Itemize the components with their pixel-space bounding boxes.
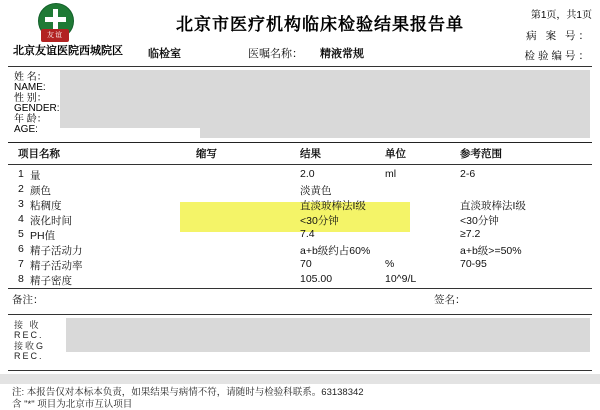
receive2-label-cn: 接收G <box>14 341 46 351</box>
row-item-name: 颜色 <box>30 185 51 197</box>
row-reference: 2-6 <box>460 168 476 180</box>
table-row <box>0 258 600 273</box>
divider-below-table-header <box>8 164 592 165</box>
row-result: 105.00 <box>300 273 333 285</box>
page-title: 北京市医疗机构临床检验结果报告单 <box>176 15 464 34</box>
row-reference: 直淡玻棒法I级 <box>460 200 526 212</box>
patient-gender-label-cn: 性 别： <box>14 93 47 104</box>
column-header-unit: 单位 <box>385 148 406 160</box>
row-unit: % <box>385 258 395 270</box>
order-name-label: 医嘱名称： <box>248 48 303 60</box>
patient-name-label-cn: 姓 名： <box>14 72 47 83</box>
table-header-row <box>0 146 600 164</box>
row-index: 2 <box>18 183 24 195</box>
column-header-reference: 参考范围 <box>460 148 502 160</box>
column-header-abbr: 缩写 <box>196 148 217 160</box>
patient-age-label-cn: 年 龄： <box>14 114 47 125</box>
footer-note-primary: 注: 本报告仅对本标本负责，如果结果与病情不符，请随时与检验科联系。63138342 <box>12 387 364 398</box>
table-row <box>0 243 600 258</box>
column-header-result: 结果 <box>300 148 321 160</box>
row-result: <30分钟 <box>300 215 339 227</box>
divider-below-remarks <box>8 314 592 315</box>
column-header-name: 项目名称 <box>18 148 60 160</box>
receive2-label-en: REC. <box>14 351 44 361</box>
hospital-name: 北京友谊医院西城院区 <box>13 45 123 57</box>
subheader-row <box>0 44 600 64</box>
table-row <box>0 213 600 228</box>
row-reference: ≥7.2 <box>460 228 481 240</box>
row-index: 8 <box>18 273 24 285</box>
row-index: 5 <box>18 228 24 240</box>
results-table <box>0 146 600 288</box>
hospital-logo <box>12 2 100 42</box>
divider-above-notes <box>8 370 592 371</box>
row-unit: ml <box>385 168 397 180</box>
row-index: 1 <box>18 168 24 180</box>
row-item-name: PH值 <box>30 230 56 242</box>
row-item-name: 液化时间 <box>30 215 72 227</box>
table-row <box>0 183 600 198</box>
divider-top <box>8 66 592 67</box>
row-result: 直淡玻棒法I级 <box>300 200 366 212</box>
row-index: 7 <box>18 258 24 270</box>
divider-above-table <box>8 142 592 143</box>
redaction-block-note <box>0 374 600 384</box>
row-unit: 10^9/L <box>385 273 417 285</box>
medical-cross-icon-horizontal <box>45 17 66 22</box>
receive-label-en: REC. <box>14 330 44 340</box>
redaction-block-footer <box>66 318 590 352</box>
order-name-value: 精液常规 <box>320 48 364 60</box>
signature-label: 签名： <box>434 294 466 306</box>
footer-note-secondary: 含 "*" 项目为北京市互认项目 <box>12 399 133 410</box>
receive-label-cn: 接 收 <box>14 320 41 330</box>
redaction-block-patient <box>60 70 590 128</box>
row-item-name: 精子密度 <box>30 275 72 287</box>
row-result: 7.4 <box>300 228 315 240</box>
row-result: 2.0 <box>300 168 315 180</box>
table-row <box>0 273 600 288</box>
page-count: 第1页，共1页 <box>530 10 592 21</box>
patient-name-label-en: NAME: <box>14 82 46 93</box>
row-index: 3 <box>18 198 24 210</box>
row-index: 6 <box>18 243 24 255</box>
redaction-block-patient-secondary <box>200 128 590 138</box>
table-row <box>0 228 600 243</box>
logo-badge-label: 友谊 <box>41 29 69 42</box>
divider-above-remarks <box>8 288 592 289</box>
row-item-name: 粘稠度 <box>30 200 62 212</box>
patient-gender-label-en: GENDER: <box>14 103 60 114</box>
row-item-name: 精子活动力 <box>30 245 83 257</box>
case-number-label: 病 案 号： <box>526 30 592 42</box>
remarks-label: 备注： <box>12 294 44 306</box>
department-label: 临检室 <box>148 48 181 60</box>
row-reference: 70-95 <box>460 258 487 270</box>
row-reference: <30分钟 <box>460 215 499 227</box>
row-result: 淡黄色 <box>300 185 332 197</box>
row-result: a+b级约占60% <box>300 245 371 257</box>
patient-info-block <box>0 70 600 140</box>
table-row <box>0 198 600 213</box>
row-reference: a+b级>=50% <box>460 245 522 257</box>
row-item-name: 精子活动率 <box>30 260 83 272</box>
row-index: 4 <box>18 213 24 225</box>
row-result: 70 <box>300 258 312 270</box>
patient-age-label-en: AGE: <box>14 124 38 135</box>
table-row <box>0 168 600 183</box>
table-body <box>0 168 600 288</box>
exam-number-label: 检验编号： <box>524 50 592 62</box>
row-item-name: 量 <box>30 170 41 182</box>
